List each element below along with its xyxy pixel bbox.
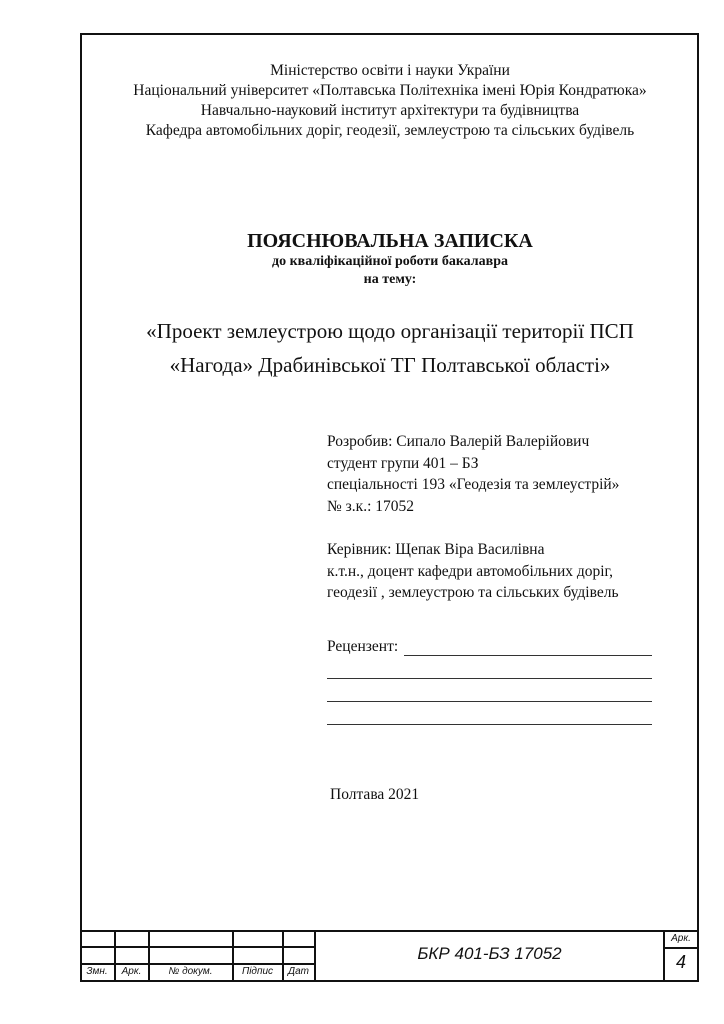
- subtitle-line-2: на тему:: [363, 272, 417, 287]
- author-info: [327, 431, 619, 604]
- topic-line-1: «Проект землеустрою щодо організації території ПСП: [146, 319, 634, 343]
- thesis-topic: [80, 314, 700, 382]
- spacer: [327, 517, 619, 539]
- supervisor-position-1: к.т.н., доцент кафедри автомобільних доріг,: [327, 562, 614, 580]
- department-line: Кафедра автомобільних доріг, геодезії, землеустрою та сільських будівель: [145, 122, 635, 139]
- supervisor-name: Керівник: Щепак Віра Василівна: [327, 541, 545, 558]
- student-group: студент групи 401 – БЗ: [327, 454, 479, 472]
- sheet-label: Арк.: [671, 933, 691, 944]
- sheet-number: 4: [675, 952, 686, 972]
- col-label-date: Дат: [288, 966, 309, 977]
- reviewer-label: Рецензент:: [327, 638, 399, 655]
- subtitle-line-1: до кваліфікаційної роботи бакалавра: [271, 254, 509, 269]
- col-label-doc-number: № докум.: [168, 966, 213, 977]
- institution-header: [80, 61, 700, 141]
- city-year: Полтава 2021: [330, 786, 420, 803]
- reviewer-blank-line: [327, 679, 652, 702]
- title-block: [80, 930, 698, 981]
- divider: [80, 930, 698, 932]
- document-subtitle: [80, 253, 700, 289]
- institute-line: Навчально-науковий інститут архітектури та будівництва: [200, 102, 580, 119]
- developed-by: Розробив: Сипало Валерій Валерійович: [327, 433, 590, 450]
- record-book-number: № з.к.: 17052: [327, 497, 414, 515]
- divider: [664, 947, 698, 949]
- document-number: БКР 401-БЗ 17052: [417, 944, 562, 963]
- document-title: ПОЯСНЮВАЛЬНА ЗАПИСКА: [247, 230, 533, 252]
- supervisor-position-2: геодезії , землеустрою та сільських будівель: [327, 584, 619, 601]
- reviewer-row: [327, 634, 652, 656]
- topic-line-2: «Нагода» Драбинівської ТГ Полтавської області»: [169, 353, 611, 377]
- ministry-line: Міністерство освіти і науки України: [270, 62, 510, 79]
- specialty: спеціальності 193 «Геодезія та землеустрій»: [327, 476, 620, 493]
- col-label-signature: Підпис: [241, 966, 274, 977]
- col-label-sheet: Арк.: [121, 966, 142, 977]
- reviewer-blank-line: [327, 656, 652, 679]
- col-label-change: Змн.: [86, 966, 108, 977]
- reviewer-blank-line: [404, 639, 652, 656]
- reviewer-block: [327, 634, 652, 725]
- reviewer-blank-line: [327, 702, 652, 725]
- university-line: Національний університет «Полтавська Політехніка імені Юрія Кондратюка»: [133, 82, 647, 99]
